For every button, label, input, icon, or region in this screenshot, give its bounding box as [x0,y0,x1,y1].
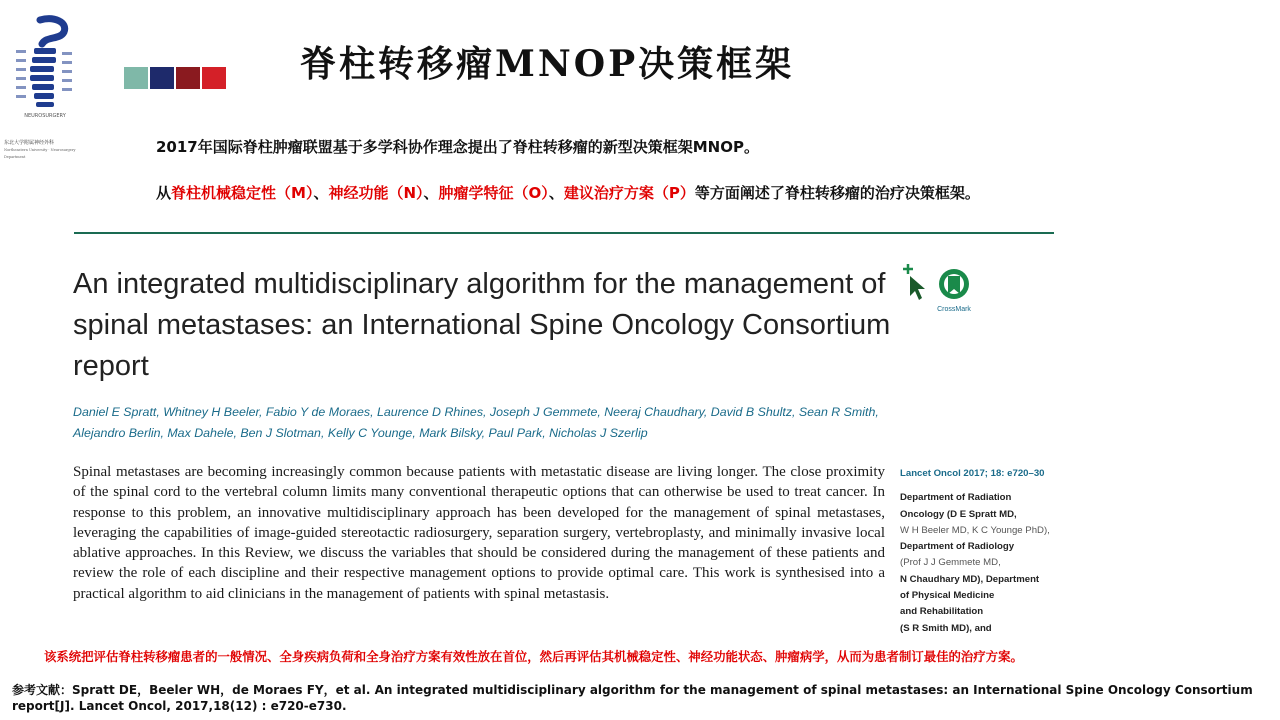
slide-title: 脊柱转移瘤MNOP决策框架 [300,43,795,85]
summary-text: 该系统把评估脊柱转移瘤患者的一般情况、全身疾病负荷和全身治疗方案有效性放在首位，然后再评估其机械稳定性、神经功能状态、肿瘤病学，从而为患者制订最佳的治疗方案。 [44,649,1023,664]
color-swatches [124,67,226,89]
crossmark-icon [898,262,978,314]
logo-text: NEUROSURGERY [24,113,66,119]
paper-sidebar [900,466,1060,637]
aspects-sep-1: 、 [313,184,329,202]
logo-caption [4,140,94,161]
paper-abstract: Spinal metastases are becoming increasingly common because patients with metastatic disease are living longer. The close proximity of the spinal cord to the vertebral column limits many conventional therapeutic options that can otherwise be used to treat cancer. In response to this problem, an innovative multidisciplinary approach has been developed for the management of spinal metastases, leveraging the capabilities of image-guided stereotactic radiosurgery, separation surgery, vertebroplasty, and minimally invasive local ablative approaches. In this Review, we discuss the variables that should be considered during the management of these patients and review the role of each discipline and their respective management options to provide optimal care. This work is synthesised into a practical algorithm to aid clinicians in the management of patients with spinal metastasis. [73,464,885,602]
aspect-p: 建议治疗方案（P） [563,184,695,202]
crossmark-badge[interactable] [898,262,978,314]
aspects-sep-2: 、 [423,184,439,202]
swatch-3 [176,67,200,89]
affiliation-line: W H Beeler MD, K C Younge PhD), [900,524,1050,536]
affiliation-line: (S R Smith MD), and [900,622,992,634]
swatch-4 [202,67,226,89]
reference [12,682,1262,714]
journal-citation: Lancet Oncol 2017; 18: e720–30 [900,468,1045,479]
reference-label: 参考文献： [12,683,73,697]
aspects-text [156,182,980,203]
neurosurgery-logo [10,14,80,120]
aspects-sep-3: 、 [548,184,564,202]
aspect-m: 脊柱机械稳定性（M） [171,184,314,202]
aspect-o: 肿瘤学特征（O） [438,184,549,202]
affiliation-line: Oncology (D E Spratt MD, [900,508,1017,520]
logo-caption-sub: Northeastern University · Neurosurgery Department [4,148,76,159]
aspects-suffix: 等方面阐述了脊柱转移瘤的治疗决策框架。 [694,184,980,202]
spine-logo-icon [10,14,80,120]
reference-text: Spratt DE，Beeler WH，de Moraes FY，et al. An integrated multidisciplinary algorithm for the management of spinal metastases: an International Spine Oncology Consortium report[J]. Lancet Oncol, 2017,18(12) : e720-e730. [12,683,1253,713]
aspect-n: 神经功能（N） [328,184,424,202]
swatch-1 [124,67,148,89]
affiliation-line: of Physical Medicine [900,590,995,602]
intro-text: 2017年国际脊柱肿瘤联盟基于多学科协作理念提出了脊柱转移瘤的新型决策框架MNOP。 [156,138,759,156]
logo-caption-main: 东北大学附属神经外科 [4,140,55,146]
swatch-2 [150,67,174,89]
paper-title: An integrated multidisciplinary algorithm for the management of spinal metastases: an International Spine Oncology Consortium report [73,268,891,382]
divider-rule [74,232,1054,234]
crossmark-label: CrossMark [937,306,971,313]
affiliation-line: (Prof J J Gemmete MD, [900,557,1001,569]
affiliation-line: and Rehabilitation [900,606,984,618]
affiliation-line: Department of Radiation [900,492,1012,504]
paper-authors: Daniel E Spratt, Whitney H Beeler, Fabio Y de Moraes, Laurence D Rhines, Joseph J Gemmete, Neeraj Chaudhary, David B Shultz, Sean R Smith, Alejandro Berlin, Max Dahele, Ben J Slotman, Kelly C Younge, Mark Bilsky, Paul Park, Nicholas J Szerlip [73,405,879,440]
affiliation-line: N Chaudhary MD), Department [900,573,1040,585]
aspects-prefix: 从 [156,184,172,202]
affiliation-line: Department of Radiology [900,541,1015,553]
